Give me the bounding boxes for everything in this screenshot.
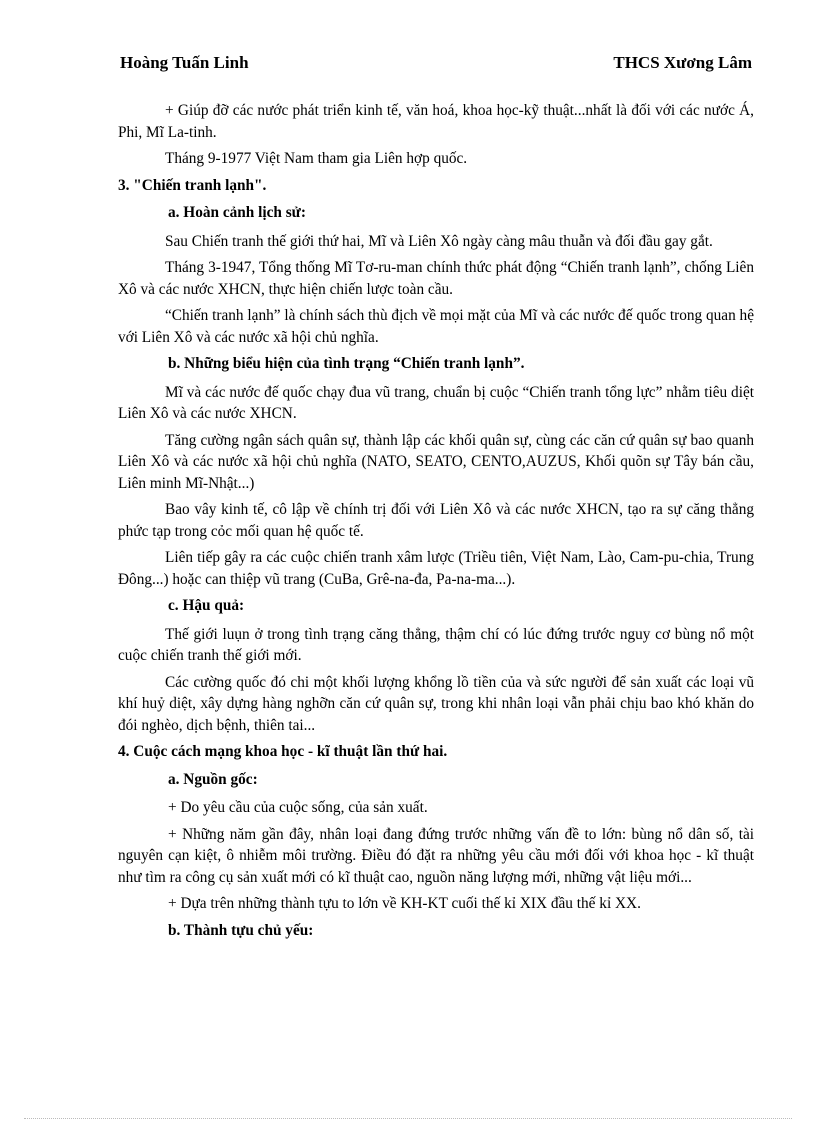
paragraph: Liên tiếp gây ra các cuộc chiến tranh xâm lược (Triều tiên, Việt Nam, Lào, Cam-pu-chia, Trung Đông...) hoặc can thiệp vũ trang (CuBa, Grê-na-đa, Pa-na-ma...). xyxy=(118,549,754,588)
subsection-heading: b. Thành tựu chủ yếu: xyxy=(168,921,314,939)
paragraph: Thế giới luụn ở trong tình trạng căng thẳng, thậm chí có lúc đứng trước nguy cơ bùng nổ một cuộc chiến tranh thế giới mới. xyxy=(118,625,754,664)
section-heading: 4. Cuộc cách mạng khoa học - kĩ thuật lần thứ hai. xyxy=(118,743,448,760)
paragraph: “Chiến tranh lạnh” là chính sách thù địch về mọi mặt của Mĩ và các nước đế quốc trong quan hệ với Liên Xô và các nước xã hội chủ nghĩa. xyxy=(118,307,754,346)
subsection-heading: c. Hậu quả: xyxy=(168,597,245,614)
page-bottom-divider xyxy=(24,1118,792,1119)
subsection-heading: a. Hoàn cảnh lịch sử: xyxy=(168,204,306,221)
page-header xyxy=(120,53,752,73)
paragraph: Tháng 9-1977 Việt Nam tham gia Liên hợp quốc. xyxy=(165,150,468,167)
paragraph: + Do yêu cầu của cuộc sống, của sản xuất. xyxy=(168,799,428,816)
paragraph: Bao vây kinh tế, cô lập về chính trị đối với Liên Xô và các nước XHCN, tạo ra sự căng thẳng phức tạp trong cỏc mối quan hệ quốc tế. xyxy=(118,501,754,540)
section-heading: 3. "Chiến tranh lạnh". xyxy=(118,176,267,194)
paragraph: Tăng cường ngân sách quân sự, thành lập các khối quân sự, cùng các căn cứ quân sự bao quanh Liên Xô và các nước xã hội chủ nghĩa (NATO, SEATO, CENTO,AUZUS, Khối quõn sự Tây bán cầu, Liên minh Mĩ-Nhật...) xyxy=(118,431,754,492)
document-body xyxy=(118,100,754,948)
paragraph: Mĩ và các nước đế quốc chạy đua vũ trang, chuẩn bị cuộc “Chiến tranh tổng lực” nhằm tiêu diệt Liên Xô và các nước XHCN. xyxy=(118,383,754,422)
paragraph: Sau Chiến tranh thế giới thứ hai, Mĩ và Liên Xô ngày càng mâu thuẫn và đối đầu gay gắt. xyxy=(165,232,713,250)
paragraph: + Giúp đỡ các nước phát triển kinh tế, văn hoá, khoa học-kỹ thuật...nhất là đối với các nước Á, Phi, Mĩ La-tinh. xyxy=(118,102,754,141)
paragraph: Tháng 3-1947, Tổng thống Mĩ Tơ-ru-man chính thức phát động “Chiến tranh lạnh”, chống Liên Xô và các nước XHCN, thực hiện chiến lược toàn cầu. xyxy=(118,259,754,298)
paragraph: Các cường quốc đó chi một khối lượng khổng lồ tiền của và sức người để sản xuất các loại vũ khí huỷ diệt, xây dựng hàng nghỡn căn cứ quân sự, trong khi nhân loại vẫn phải chịu bao khó khăn do đói nghèo, dịch bệnh, thiên tai... xyxy=(118,673,754,734)
subsection-heading: a. Nguồn gốc: xyxy=(168,770,258,788)
paragraph: + Dựa trên những thành tựu to lớn về KH-KT cuối thế kỉ XIX đầu thế kỉ XX. xyxy=(168,895,641,912)
subsection-heading: b. Những biểu hiện của tình trạng “Chiến tranh lạnh”. xyxy=(168,355,525,372)
school-name: THCS Xương Lâm xyxy=(613,53,752,72)
paragraph: + Những năm gần đây, nhân loại đang đứng trước những vấn đề to lớn: bùng nổ dân số, tài nguyên cạn kiệt, ô nhiễm môi trường. Điều đó đặt ra những yêu cầu mới đối với khoa học - kĩ thuật như tìm ra công cụ sản xuất mới có kĩ thuật cao, nguồn năng lượng mới, những vật liệu mới... xyxy=(118,825,754,886)
author-name: Hoàng Tuấn Linh xyxy=(120,53,249,72)
